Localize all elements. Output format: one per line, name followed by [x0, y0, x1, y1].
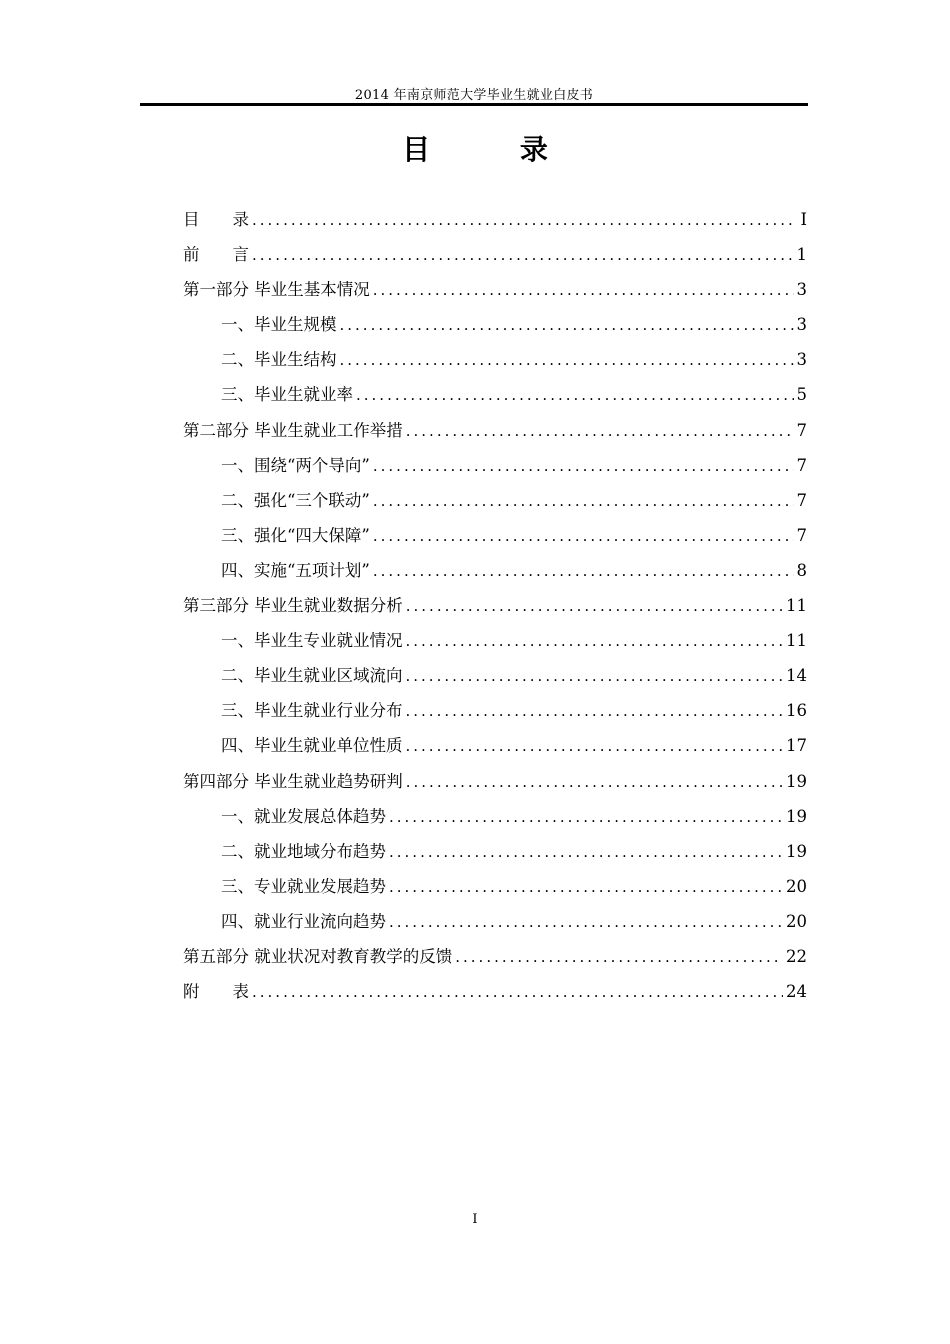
toc-subentry[interactable] [183, 834, 807, 869]
toc-subentry[interactable] [183, 553, 807, 588]
toc-entry-label: 前 言 [183, 245, 249, 265]
toc-entry[interactable] [183, 272, 807, 307]
toc-entry-label: 四、实施“五项计划” [221, 560, 370, 580]
toc-dot-leader [373, 484, 794, 519]
toc-entry-label: 第二部分 毕业生就业工作举措 [183, 420, 403, 440]
toc-entry-label: 一、毕业生专业就业情况 [221, 631, 403, 651]
toc-subentry[interactable] [183, 728, 807, 763]
toc-subentry[interactable] [183, 518, 807, 553]
toc-entry-label: 第三部分 毕业生就业数据分析 [183, 596, 403, 616]
toc-entry-page: 7 [796, 525, 807, 545]
toc-dot-leader [373, 449, 794, 484]
toc-entry-label: 二、就业地域分布趋势 [221, 841, 386, 861]
toc-entry-page: 22 [786, 946, 807, 966]
toc-dot-leader [406, 694, 784, 729]
toc-dot-leader [406, 659, 784, 694]
header-rule [140, 103, 808, 106]
toc-entry-page: 3 [796, 280, 807, 300]
toc-entry-label: 四、就业行业流向趋势 [221, 911, 386, 931]
toc-entry-label: 二、毕业生结构 [221, 350, 337, 370]
toc-entry-label: 三、毕业生就业率 [221, 385, 353, 405]
toc-subentry[interactable] [183, 377, 807, 412]
toc-entry-page: 17 [786, 736, 807, 756]
toc-subentry[interactable] [183, 658, 807, 693]
toc-subentry[interactable] [183, 448, 807, 483]
toc-subentry[interactable] [183, 693, 807, 728]
toc-dot-leader [340, 308, 794, 343]
toc-dot-leader [389, 835, 783, 870]
toc-entry-page: 7 [796, 455, 807, 475]
toc-entry-page: 7 [796, 490, 807, 510]
toc-subentry[interactable] [183, 799, 807, 834]
toc-dot-leader [389, 800, 783, 835]
toc-entry-page: 19 [786, 841, 807, 861]
toc-entry-page: 16 [786, 701, 807, 721]
toc-dot-leader [389, 905, 783, 940]
toc-entry[interactable] [183, 202, 807, 237]
toc-entry-page: 14 [786, 666, 807, 686]
toc-dot-leader [252, 975, 783, 1010]
page-number: I [472, 1212, 478, 1227]
toc-entry-page: 7 [796, 420, 807, 440]
running-header: 2014 年南京师范大学毕业生就业白皮书 [354, 88, 594, 103]
toc-subentry[interactable] [183, 483, 807, 518]
toc-entry-label: 附 表 [183, 982, 249, 1002]
toc-entry-label: 一、围绕“两个导向” [221, 455, 370, 475]
toc-entry-page: 20 [786, 911, 807, 931]
toc-entry-label: 一、毕业生规模 [221, 315, 337, 335]
toc-subentry[interactable] [183, 623, 807, 658]
toc-entry-page: 24 [786, 982, 807, 1002]
toc-entry-label: 一、就业发展总体趋势 [221, 806, 386, 826]
toc-entry-page: 8 [796, 560, 807, 580]
toc-entry-page: 11 [786, 631, 807, 651]
toc-entry-label: 第四部分 毕业生就业趋势研判 [183, 771, 403, 791]
toc-subentry[interactable] [183, 342, 807, 377]
toc-entry-page: 1 [796, 245, 807, 265]
toc-dot-leader [252, 238, 794, 273]
toc-dot-leader [356, 378, 794, 413]
page-title: 目 录 [402, 133, 588, 166]
toc-dot-leader [340, 343, 794, 378]
toc-dot-leader [406, 729, 784, 764]
toc-entry-page: 11 [786, 596, 807, 616]
toc-entry-label: 二、毕业生就业区域流向 [221, 666, 403, 686]
toc-entry[interactable] [183, 974, 807, 1009]
toc-dot-leader [389, 870, 783, 905]
toc-dot-leader [406, 414, 794, 449]
toc-entry-label: 四、毕业生就业单位性质 [221, 736, 403, 756]
toc-dot-leader [252, 203, 794, 238]
toc-entry-label: 第五部分 就业状况对教育教学的反馈 [183, 946, 453, 966]
toc-subentry[interactable] [183, 307, 807, 342]
toc-entry-page: 20 [786, 876, 807, 896]
toc-subentry[interactable] [183, 904, 807, 939]
toc-entry-page: 19 [786, 771, 807, 791]
toc-dot-leader [455, 940, 783, 975]
toc-dot-leader [406, 624, 784, 659]
toc-entry[interactable] [183, 237, 807, 272]
toc-entry-label: 三、强化“四大保障” [221, 525, 370, 545]
toc-entry[interactable] [183, 588, 807, 623]
toc-entry-page: I [800, 210, 807, 229]
toc-entry-label: 三、毕业生就业行业分布 [221, 701, 403, 721]
table-of-contents [183, 202, 807, 1009]
toc-entry-page: 3 [796, 315, 807, 335]
toc-dot-leader [373, 554, 794, 589]
toc-entry-label: 目 录 [183, 210, 249, 229]
toc-dot-leader [406, 589, 783, 624]
toc-entry-label: 三、专业就业发展趋势 [221, 876, 386, 896]
toc-entry[interactable] [183, 939, 807, 974]
toc-entry-page: 5 [796, 385, 807, 405]
toc-subentry[interactable] [183, 869, 807, 904]
toc-dot-leader [373, 273, 794, 308]
toc-dot-leader [406, 765, 783, 800]
toc-entry-page: 19 [786, 806, 807, 826]
toc-dot-leader [373, 519, 794, 554]
toc-entry[interactable] [183, 764, 807, 799]
toc-entry-label: 二、强化“三个联动” [221, 490, 370, 510]
toc-entry-label: 第一部分 毕业生基本情况 [183, 280, 370, 300]
toc-entry[interactable] [183, 413, 807, 448]
toc-entry-page: 3 [796, 350, 807, 370]
